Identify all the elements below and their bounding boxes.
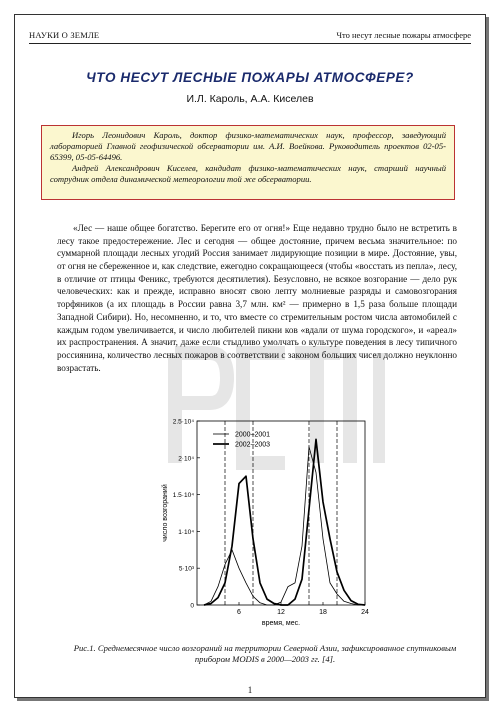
y-tick-label: 1.5·10⁴	[172, 492, 194, 500]
y-axis-label: число возгораний	[162, 484, 169, 542]
y-tick-label: 5·10³	[178, 565, 194, 573]
running-header	[29, 27, 471, 44]
y-tick-label: 2.5·10⁴	[172, 418, 194, 426]
x-tick-label: 12	[277, 609, 285, 616]
page	[14, 14, 486, 698]
author-bio: Игорь Леонидович Кароль, доктор физико-математических наук, профессор, заведующий лабораторией Главной геофизической обсерватории им. А.И. Воейкова. Руководитель проектов 02-05-65399, 05-05-64496.	[50, 130, 446, 162]
x-axis-label: время, мес.	[261, 620, 301, 627]
y-tick-label: 1·10⁴	[178, 528, 194, 536]
legend-label: 2000–2001	[235, 431, 271, 439]
article-authors: И.Л. Кароль, А.А. Киселев	[186, 93, 314, 105]
x-tick-label: 6	[237, 609, 241, 616]
body-paragraph: «Лес — наше общее богатство. Берегите его от огня!» Еще недавно трудно было не встретить в лесу такое предостережение. Лес и сегодня — общее достояние, причем весьма значительное: по суммарной площади лесных угодий Россия занимает лидирующие позиции в мире. Достояние, увы, от огня не сбереженное и, как следствие, ежегодно сокращающееся (чтобы «восстать из пепла», лесу, в отличие от птицы Феникс, требуются десятилетия). Безусловно, не всякое возгорание — дело рук человеческих: как и прежде, исправно вносят свою лепту молниевые разряды и самовозгорания торфяников (а их площадь в России равна 3,7 млн. км² — примерно в 1,5 раза больше площади Западной Сибири). Но, несомненно, и то, что вместе со стремительным ростом числа автомобилей с каждым годом увеличивается, и число любителей пикни ков «вдали от шума городского», и «ареал» их распространения. А значит, даже если стыдливо умолчать о культуре поведения в лесу типичного россиянина, количество лесных пожаров в соответствии с законом больших чисел должно неуклонно возрастать.	[57, 223, 457, 373]
section-name: НАУКИ О ЗЕМЛЕ	[29, 30, 100, 40]
article-running-title: Что несут лесные пожары атмосфере	[336, 30, 471, 40]
y-tick-label: 0	[190, 602, 194, 610]
x-tick-label: 18	[319, 609, 327, 616]
page-number: 1	[247, 685, 253, 695]
article-title: ЧТО НЕСУТ ЛЕСНЫЕ ПОЖАРЫ АТМОСФЕРЕ?	[86, 70, 414, 85]
figure-caption: Рис.1. Среднемесячное число возгораний на территории Северной Азии, зафиксированное спутниковым прибором MODIS в 2000—2003 гг. [4].	[73, 643, 457, 665]
series-line-2	[204, 439, 365, 605]
y-tick-label: 2·10⁴	[178, 455, 194, 463]
author-bio: Андрей Александрович Киселев, кандидат физико-математических наук, старший научный сотрудник отдела динамической метеорологии той же обсерватории.	[50, 163, 446, 184]
x-tick-label: 24	[361, 609, 369, 616]
author-info-box	[41, 125, 455, 200]
article-body	[57, 222, 457, 374]
legend-label: 2002–2003	[235, 441, 271, 449]
fires-chart	[155, 407, 375, 637]
